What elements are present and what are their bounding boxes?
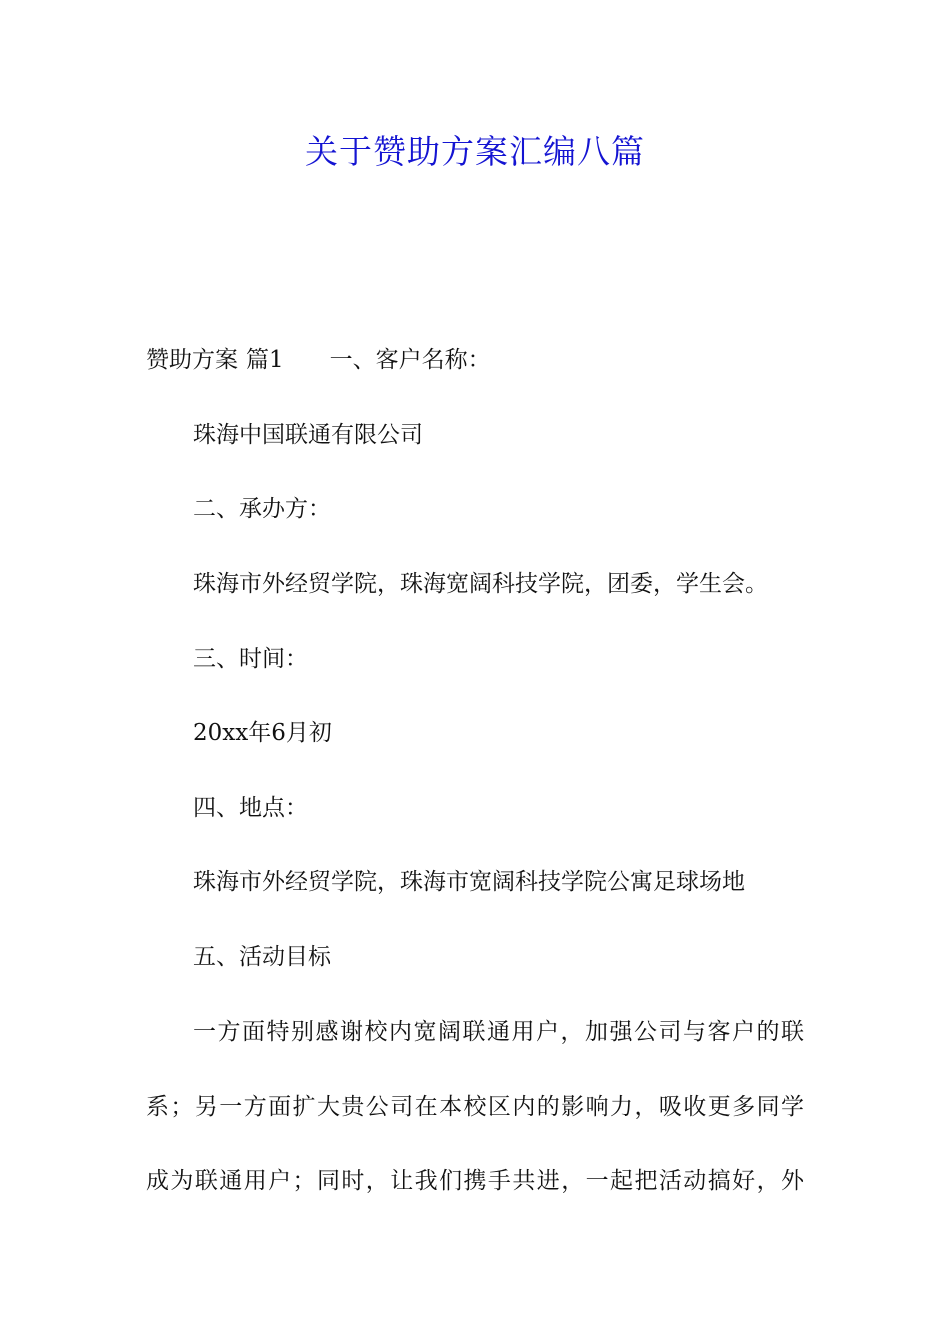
item-client-name-heading: 一、客户名称： [329, 347, 491, 373]
paragraph-line: 成为联通用户；同时，让我们携手共进，一起把活动搞好，外 [146, 1168, 804, 1194]
paragraph-line: 系；另一方面扩大贵公司在本校区内的影响力，吸收更多同学 [146, 1094, 804, 1120]
section-number: 篇1 [246, 347, 284, 373]
item-client-name: 珠海中国联通有限公司 [193, 422, 423, 448]
document-title: 关于赞助方案汇编八篇 [305, 132, 645, 171]
item-time-heading: 三、时间： [193, 646, 308, 672]
item-organizer: 珠海市外经贸学院，珠海宽阔科技学院，团委，学生会。 [193, 571, 768, 597]
item-location-heading: 四、地点： [193, 795, 308, 821]
paragraph-line: 一方面特别感谢校内宽阔联通用户，加强公司与客户的联 [193, 1019, 804, 1045]
item-organizer-heading: 二、承办方： [193, 496, 331, 522]
item-location: 珠海市外经贸学院，珠海市宽阔科技学院公寓足球场地 [193, 869, 745, 895]
section-heading-line [146, 344, 491, 376]
item-time: 20xx年6月初 [193, 720, 332, 746]
item-goal-heading: 五、活动目标 [193, 944, 331, 970]
section-label: 赞助方案 [146, 347, 238, 373]
